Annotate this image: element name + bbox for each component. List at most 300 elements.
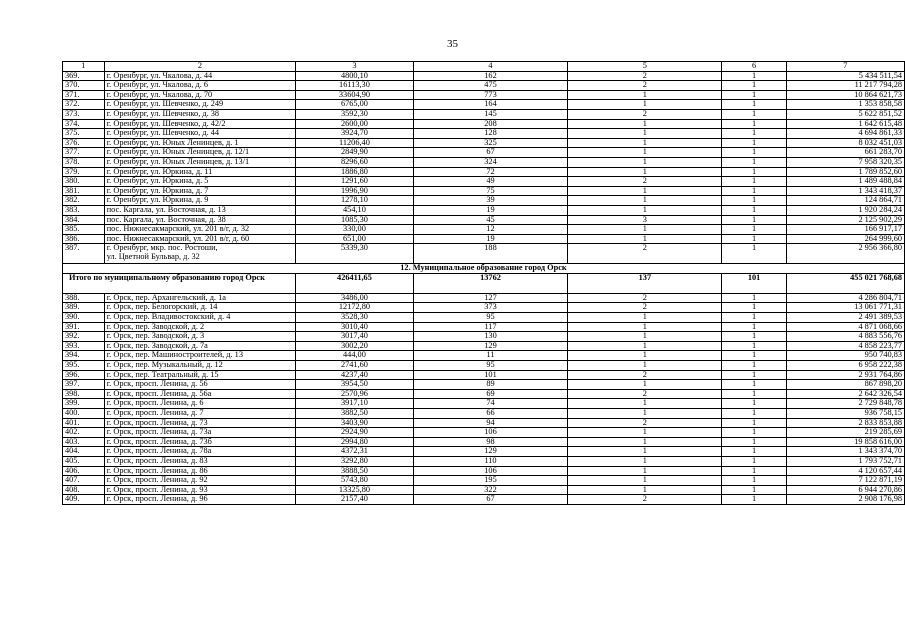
column6-cell: 1 [722,303,786,313]
area-cell: 2924,90 [296,428,414,438]
residents-cell: 208 [413,119,568,129]
table-row [63,428,905,438]
cost-cell: 2 491 389,53 [786,313,904,323]
column5-cell: 1 [568,148,722,158]
column5-cell: 1 [568,322,722,332]
row-number-cell: 389. [63,303,105,313]
column5-cell: 1 [568,428,722,438]
table-row [63,389,905,399]
row-number-cell: 393. [63,341,105,351]
table-row [63,495,905,505]
area-cell: 1291,60 [296,177,414,187]
residents-cell: 69 [413,389,568,399]
cost-cell: 5 622 851,52 [786,109,904,119]
area-cell: 2570,96 [296,389,414,399]
area-cell: 2157,40 [296,495,414,505]
area-cell: 3292,80 [296,456,414,466]
column5-cell: 1 [568,341,722,351]
cost-cell: 5 434 511,54 [786,71,904,81]
residents-cell: 12 [413,225,568,235]
address-cell: г. Оренбург, ул. Чкалова, д. 6 [104,81,295,91]
residents-cell: 117 [413,322,568,332]
table-row [63,293,905,303]
cost-cell: 936 758,15 [786,409,904,419]
column6-cell: 1 [722,100,786,110]
cost-cell: 1 920 284,24 [786,205,904,215]
area-cell: 3888,50 [296,466,414,476]
column6-cell: 1 [722,234,786,244]
table-row [63,119,905,129]
column-number-header [63,62,905,72]
cost-cell: 2 931 764,86 [786,370,904,380]
table-row [63,129,905,139]
column6-cell: 1 [722,205,786,215]
column5-cell: 1 [568,456,722,466]
address-cell: г. Оренбург, ул. Чкалова, д. 44 [104,71,295,81]
residents-cell: 127 [413,293,568,303]
column5-cell: 1 [568,225,722,235]
address-cell: г. Оренбург, ул. Юных Ленинцев, д. 12/1 [104,148,295,158]
residents-cell: 128 [413,129,568,139]
cost-cell: 264 999,60 [786,234,904,244]
area-cell: 3592,30 [296,109,414,119]
area-cell: 3010,40 [296,322,414,332]
column5-cell: 2 [568,495,722,505]
residents-cell: 475 [413,81,568,91]
section-title-row [63,264,905,274]
cost-cell: 1 789 852,60 [786,167,904,177]
column5-cell: 1 [568,205,722,215]
cost-cell: 124 864,71 [786,196,904,206]
column6-cell: 1 [722,380,786,390]
row-number-cell: 374. [63,119,105,129]
table-row [63,148,905,158]
area-cell: 2600,00 [296,119,414,129]
column6-cell: 1 [722,495,786,505]
area-cell: 8296,60 [296,157,414,167]
cost-cell: 661 283,70 [786,148,904,158]
residents-cell: 19 [413,205,568,215]
address-cell: г. Орск, просп. Ленина, д. 73а [104,428,295,438]
cost-cell: 2 642 326,54 [786,389,904,399]
column-header: 6 [722,62,786,72]
area-cell: 3954,50 [296,380,414,390]
row-number-cell: 394. [63,351,105,361]
address-cell: г. Оренбург, ул. Юных Ленинцев, д. 1 [104,138,295,148]
residents-cell: 101 [413,370,568,380]
area-cell: 1278,10 [296,196,414,206]
row-number-cell: 376. [63,138,105,148]
residents-cell: 89 [413,380,568,390]
address-cell: г. Оренбург, ул. Юркина, д. 9 [104,196,295,206]
residents-cell: 773 [413,90,568,100]
row-number-cell: 407. [63,476,105,486]
cost-cell: 13 061 771,31 [786,303,904,313]
table-row [63,71,905,81]
column5-cell: 2 [568,389,722,399]
address-cell: г. Оренбург, ул. Чкалова, д. 70 [104,90,295,100]
area-cell: 1886,80 [296,167,414,177]
row-number-cell: 383. [63,205,105,215]
residents-cell: 94 [413,418,568,428]
address-cell: пос. Нижнесакмарский, ул. 201 в/г, д. 32 [104,225,295,235]
address-cell: г. Оренбург, ул. Юркина, д. 5 [104,177,295,187]
column6-cell: 1 [722,332,786,342]
residents-cell: 145 [413,109,568,119]
row-number-cell: 382. [63,196,105,206]
column5-cell: 1 [568,167,722,177]
column5-cell: 2 [568,418,722,428]
address-cell: пос. Каргала, ул. Восточная, д. 13 [104,205,295,215]
address-cell: г. Орск, просп. Ленина, д. 86 [104,466,295,476]
cost-cell: 2 908 176,98 [786,495,904,505]
address-cell: г. Оренбург, ул. Шевченко, д. 44 [104,129,295,139]
column5-cell: 1 [568,129,722,139]
area-cell: 651,00 [296,234,414,244]
cost-cell: 1 793 752,71 [786,456,904,466]
column5-cell: 2 [568,81,722,91]
residents-cell: 373 [413,303,568,313]
column5-cell: 2 [568,303,722,313]
column6-cell: 1 [722,485,786,495]
row-number-cell: 405. [63,456,105,466]
row-number-cell: 380. [63,177,105,187]
address-cell: г. Оренбург, ул. Шевченко, д. 249 [104,100,295,110]
table-row [63,244,905,264]
column-header: 7 [786,62,904,72]
cost-cell: 6 958 222,38 [786,361,904,371]
cost-cell: 1 343 374,70 [786,447,904,457]
residents-cell: 95 [413,361,568,371]
table-row [63,303,905,313]
address-cell: г. Орск, просп. Ленина, д. 78а [104,447,295,457]
column6-cell: 1 [722,428,786,438]
residents-cell: 325 [413,138,568,148]
area-cell: 3017,40 [296,332,414,342]
column6-cell: 1 [722,119,786,129]
residents-cell: 324 [413,157,568,167]
cost-cell: 1 489 488,84 [786,177,904,187]
residents-cell: 106 [413,428,568,438]
residents-cell: 130 [413,332,568,342]
row-number-cell: 401. [63,418,105,428]
column6-cell: 1 [722,148,786,158]
column5-cell: 1 [568,196,722,206]
address-cell: г. Орск, пер. Заводской, д. 3 [104,332,295,342]
column5-cell: 1 [568,399,722,409]
register-table-body [63,62,905,505]
table-row [63,90,905,100]
area-cell: 11206,40 [296,138,414,148]
area-cell: 5743,80 [296,476,414,486]
residents-cell: 98 [413,437,568,447]
residents-cell: 322 [413,485,568,495]
column5-cell: 1 [568,466,722,476]
column5-cell: 1 [568,361,722,371]
area-cell: 1085,30 [296,215,414,225]
column6-cell: 1 [722,351,786,361]
table-row [63,456,905,466]
row-number-cell: 402. [63,428,105,438]
column5-cell: 1 [568,380,722,390]
cost-cell: 4 286 804,71 [786,293,904,303]
residents-cell: 164 [413,100,568,110]
row-number-cell: 392. [63,332,105,342]
row-number-cell: 399. [63,399,105,409]
table-row [63,351,905,361]
address-cell: г. Орск, просп. Ленина, д. 83 [104,456,295,466]
residents-cell: 110 [413,456,568,466]
column5-cell: 2 [568,109,722,119]
column6-cell: 1 [722,157,786,167]
address-cell: г. Орск, просп. Ленина, д. 56а [104,389,295,399]
column5-cell: 1 [568,409,722,419]
column6-cell: 1 [722,389,786,399]
table-row [63,215,905,225]
row-number-cell: 386. [63,234,105,244]
row-number-cell: 369. [63,71,105,81]
table-row [63,313,905,323]
address-cell: г. Орск, пер. Театральный, д. 15 [104,370,295,380]
row-number-cell: 396. [63,370,105,380]
column6-cell: 1 [722,138,786,148]
row-number-cell: 388. [63,293,105,303]
row-number-cell: 403. [63,437,105,447]
column5-cell: 3 [568,215,722,225]
column6-cell: 1 [722,196,786,206]
address-cell: г. Орск, пер. Заводской, д. 7а [104,341,295,351]
table-row [63,380,905,390]
area-cell: 5339,30 [296,244,414,264]
cost-cell: 4 883 556,76 [786,332,904,342]
address-cell: г. Орск, просп. Ленина, д. 92 [104,476,295,486]
area-cell: 330,00 [296,225,414,235]
table-row [63,205,905,215]
column6-cell: 1 [722,109,786,119]
address-cell: г. Орск, просп. Ленина, д. 73 [104,418,295,428]
column6-cell: 1 [722,322,786,332]
residents-cell: 162 [413,71,568,81]
table-row [63,81,905,91]
column6-cell: 1 [722,437,786,447]
table-row [63,447,905,457]
column6-cell: 1 [722,361,786,371]
table-row [63,167,905,177]
address-cell: г. Орск, пер. Владивостокский, д. 4 [104,313,295,323]
row-number-cell: 387. [63,244,105,264]
area-cell: 3882,50 [296,409,414,419]
area-cell: 2994,80 [296,437,414,447]
area-cell: 3528,30 [296,313,414,323]
area-cell: 3403,90 [296,418,414,428]
column6-cell: 1 [722,456,786,466]
address-cell: г. Орск, просп. Ленина, д. 73б [104,437,295,447]
cost-cell: 1 642 615,48 [786,119,904,129]
row-number-cell: 406. [63,466,105,476]
row-number-cell: 400. [63,409,105,419]
address-line: г. Оренбург, мкр. пос. Ростоши, [106,243,218,253]
column6-cell: 1 [722,81,786,91]
address-cell: г. Орск, пер. Архангельский, д. 1а [104,293,295,303]
area-cell: 2741,60 [296,361,414,371]
table-row [63,196,905,206]
area-cell: 444,00 [296,351,414,361]
table-row [63,100,905,110]
column6-cell: 1 [722,293,786,303]
cost-cell: 19 858 616,00 [786,437,904,447]
register-table [62,61,905,505]
cost-cell: 6 944 270,86 [786,485,904,495]
row-number-cell: 371. [63,90,105,100]
table-row [63,234,905,244]
table-row [63,437,905,447]
cost-cell: 4 120 657,44 [786,466,904,476]
column6-cell: 1 [722,167,786,177]
area-cell: 2849,90 [296,148,414,158]
column5-cell: 1 [568,437,722,447]
area-cell: 4800,10 [296,71,414,81]
address-cell: г. Оренбург, ул. Юркина, д. 11 [104,167,295,177]
column5-cell: 1 [568,119,722,129]
column-header: 4 [413,62,568,72]
table-row [63,409,905,419]
table-row [63,186,905,196]
column6-cell: 1 [722,370,786,380]
address-cell: г. Орск, пер. Машиностроителей, д. 13 [104,351,295,361]
column5-cell: 1 [568,485,722,495]
column5-cell: 1 [568,313,722,323]
column6-cell: 1 [722,186,786,196]
column6-cell: 1 [722,215,786,225]
residents-cell: 19 [413,234,568,244]
address-cell: г. Орск, пер. Заводской, д. 2 [104,322,295,332]
residents-cell: 66 [413,409,568,419]
cost-cell: 867 898,20 [786,380,904,390]
row-number-cell: 384. [63,215,105,225]
total-area: 426411,65 [296,273,414,293]
row-number-cell: 379. [63,167,105,177]
section-title: 12. Муниципальное образование город Орск [63,264,905,274]
residents-cell: 67 [413,495,568,505]
area-cell: 16113,30 [296,81,414,91]
cost-cell: 2 729 848,78 [786,399,904,409]
address-cell: г. Оренбург, ул. Шевченко, д. 42/2 [104,119,295,129]
table-row [63,157,905,167]
row-number-cell: 408. [63,485,105,495]
cost-cell: 8 032 451,03 [786,138,904,148]
residents-cell: 49 [413,177,568,187]
address-cell: г. Орск, просп. Ленина, д. 7 [104,409,295,419]
column5-cell: 1 [568,157,722,167]
residents-cell: 188 [413,244,568,264]
column6-cell: 1 [722,466,786,476]
column-header: 3 [296,62,414,72]
total-label: Итого по муниципальному образованию город Орск [63,273,296,293]
total-column6: 101 [722,273,786,293]
area-cell: 3486,00 [296,293,414,303]
column6-cell: 1 [722,244,786,264]
row-number-cell: 395. [63,361,105,371]
cost-cell: 4 858 223,77 [786,341,904,351]
row-number-cell: 404. [63,447,105,457]
area-cell: 454,10 [296,205,414,215]
column5-cell: 1 [568,351,722,361]
cost-cell: 10 864 621,73 [786,90,904,100]
total-row [63,273,905,293]
row-number-cell: 375. [63,129,105,139]
column6-cell: 1 [722,399,786,409]
row-number-cell: 391. [63,322,105,332]
total-residents: 13762 [413,273,568,293]
address-cell: г. Оренбург, ул. Шевченко, д. 38 [104,109,295,119]
cost-cell: 1 353 858,58 [786,100,904,110]
area-cell: 4372,31 [296,447,414,457]
column6-cell: 1 [722,313,786,323]
cost-cell: 2 125 902,29 [786,215,904,225]
area-cell: 12172,80 [296,303,414,313]
address-cell: г. Оренбург, ул. Юных Ленинцев, д. 13/1 [104,157,295,167]
row-number-cell: 377. [63,148,105,158]
total-column5: 137 [568,273,722,293]
row-number-cell: 373. [63,109,105,119]
column5-cell: 2 [568,71,722,81]
row-number-cell: 385. [63,225,105,235]
row-number-cell: 378. [63,157,105,167]
column6-cell: 1 [722,476,786,486]
table-row [63,466,905,476]
column5-cell: 1 [568,186,722,196]
area-cell: 3924,70 [296,129,414,139]
column5-cell: 1 [568,476,722,486]
column-header: 1 [63,62,105,72]
residents-cell: 67 [413,148,568,158]
table-row [63,485,905,495]
table-row [63,399,905,409]
column-header: 2 [104,62,295,72]
area-cell: 4237,40 [296,370,414,380]
table-row [63,370,905,380]
table-row [63,341,905,351]
address-cell: г. Оренбург, ул. Юркина, д. 7 [104,186,295,196]
column5-cell: 1 [568,332,722,342]
address-cell: г. Орск, пер. Белогорский, д. 14 [104,303,295,313]
cost-cell: 11 217 794,28 [786,81,904,91]
column5-cell: 1 [568,234,722,244]
column5-cell: 2 [568,293,722,303]
column5-cell: 2 [568,370,722,380]
page-number: 35 [447,38,458,50]
cost-cell: 7 958 320,35 [786,157,904,167]
table-row [63,476,905,486]
row-number-cell: 372. [63,100,105,110]
table-row [63,418,905,428]
cost-cell: 4 871 068,66 [786,322,904,332]
residents-cell: 74 [413,399,568,409]
column5-cell: 1 [568,100,722,110]
area-cell: 13325,80 [296,485,414,495]
column-header: 5 [568,62,722,72]
table-row [63,225,905,235]
row-number-cell: 390. [63,313,105,323]
address-cell: пос. Каргала, ул. Восточная, д. 38 [104,215,295,225]
table-row [63,332,905,342]
column6-cell: 1 [722,90,786,100]
residents-cell: 195 [413,476,568,486]
residents-cell: 129 [413,447,568,457]
column6-cell: 1 [722,129,786,139]
column6-cell: 1 [722,225,786,235]
area-cell: 3917,10 [296,399,414,409]
